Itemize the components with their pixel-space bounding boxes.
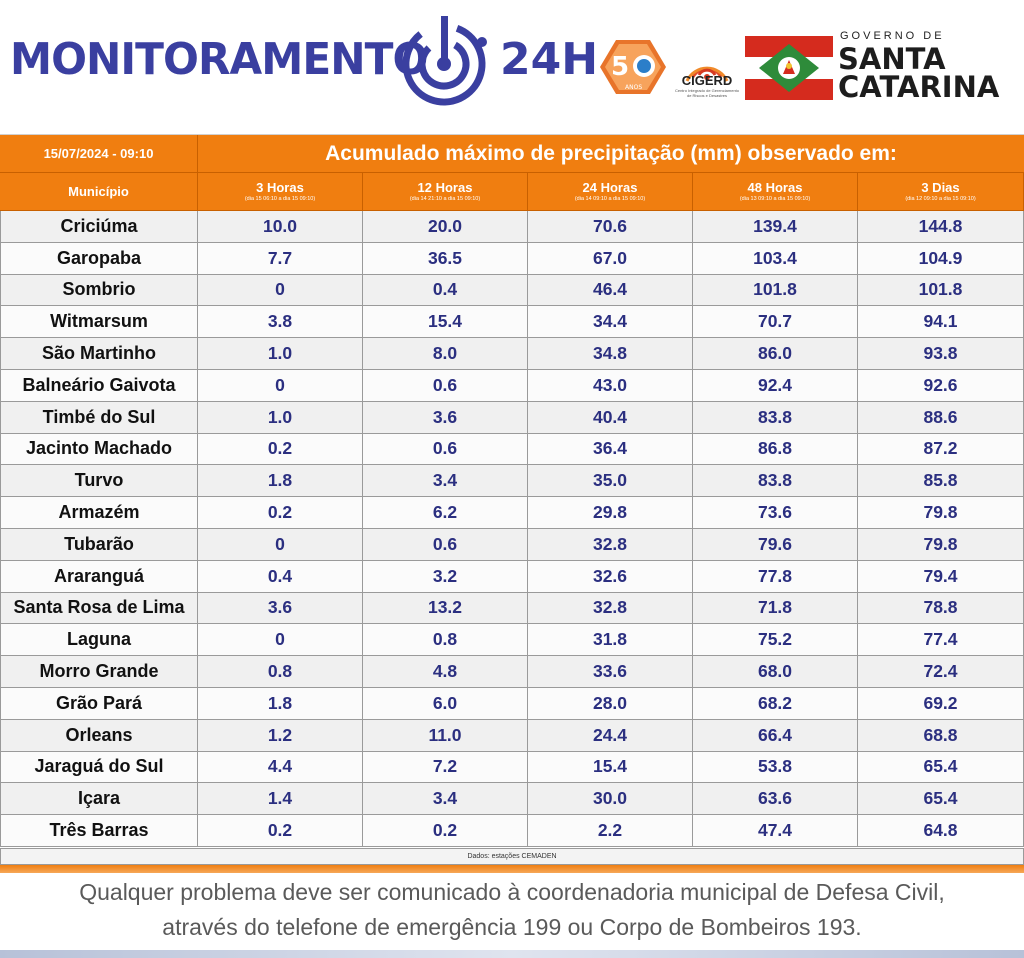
precip-value: 7.2 xyxy=(363,752,528,784)
municipality-name: Jaraguá do Sul xyxy=(0,752,198,784)
table-header-row xyxy=(0,173,1024,211)
precip-value: 65.4 xyxy=(858,783,1024,815)
precip-value: 144.8 xyxy=(858,211,1024,243)
municipality-name: Timbé do Sul xyxy=(0,402,198,434)
precip-value: 15.4 xyxy=(363,306,528,338)
table-row xyxy=(0,243,1024,275)
precip-value: 10.0 xyxy=(198,211,363,243)
precip-value: 83.8 xyxy=(693,465,858,497)
precip-value: 0.6 xyxy=(363,529,528,561)
precip-value: 47.4 xyxy=(693,815,858,847)
precip-value: 0.8 xyxy=(363,624,528,656)
precip-value: 28.0 xyxy=(528,688,693,720)
precip-value: 86.8 xyxy=(693,434,858,466)
precip-value: 75.2 xyxy=(693,624,858,656)
table-title: Acumulado máximo de precipitação (mm) observado em: xyxy=(198,135,1024,173)
precip-value: 139.4 xyxy=(693,211,858,243)
precip-value: 0.6 xyxy=(363,370,528,402)
table-row xyxy=(0,338,1024,370)
footer-notice-line2: através do telefone de emergência 199 ou Corpo de Bombeiros 193. xyxy=(162,914,862,940)
precip-value: 13.2 xyxy=(363,593,528,625)
table-row xyxy=(0,624,1024,656)
table-row xyxy=(0,783,1024,815)
gov-state-line1: SANTA xyxy=(838,42,946,76)
precip-value: 15.4 xyxy=(528,752,693,784)
precip-value: 2.2 xyxy=(528,815,693,847)
precip-value: 6.2 xyxy=(363,497,528,529)
municipality-name: Criciúma xyxy=(0,211,198,243)
precip-value: 35.0 xyxy=(528,465,693,497)
precip-value: 0.4 xyxy=(363,275,528,307)
precip-value: 3.4 xyxy=(363,783,528,815)
table-row xyxy=(0,656,1024,688)
precip-value: 103.4 xyxy=(693,243,858,275)
precip-value: 66.4 xyxy=(693,720,858,752)
table-row xyxy=(0,275,1024,307)
precip-value: 4.4 xyxy=(198,752,363,784)
municipality-name: Içara xyxy=(0,783,198,815)
column-header-24h: 24 Horas (dia 14 09:10 a dia 15 09:10) xyxy=(528,173,693,211)
santa-catarina-flag-icon xyxy=(745,36,833,100)
precip-value: 3.6 xyxy=(198,593,363,625)
precip-value: 92.4 xyxy=(693,370,858,402)
precip-value: 32.8 xyxy=(528,529,693,561)
precip-value: 73.6 xyxy=(693,497,858,529)
precip-value: 1.0 xyxy=(198,338,363,370)
brand-24h: 24H xyxy=(500,34,599,85)
municipality-name: Balneário Gaivota xyxy=(0,370,198,402)
table-row xyxy=(0,306,1024,338)
footer-bottom-bar xyxy=(0,950,1024,958)
municipality-name: Armazém xyxy=(0,497,198,529)
precip-value: 79.8 xyxy=(858,529,1024,561)
precip-value: 32.8 xyxy=(528,593,693,625)
column-header-3h: 3 Horas (dia 15 06:10 a dia 15 09:10) xyxy=(198,173,363,211)
precip-value: 33.6 xyxy=(528,656,693,688)
municipality-name: Orleans xyxy=(0,720,198,752)
precip-value: 92.6 xyxy=(858,370,1024,402)
table-title-row xyxy=(0,135,1024,173)
precip-value: 40.4 xyxy=(528,402,693,434)
precip-value: 79.4 xyxy=(858,561,1024,593)
precip-value: 86.0 xyxy=(693,338,858,370)
table-row xyxy=(0,465,1024,497)
precip-value: 3.2 xyxy=(363,561,528,593)
table-row xyxy=(0,402,1024,434)
precip-value: 32.6 xyxy=(528,561,693,593)
precip-value: 6.0 xyxy=(363,688,528,720)
brand-title: MONITORAMENTO xyxy=(10,34,428,85)
precip-value: 101.8 xyxy=(858,275,1024,307)
precip-value: 88.6 xyxy=(858,402,1024,434)
column-header-3d: 3 Dias (dia 12 09:10 a dia 15 09:10) xyxy=(858,173,1024,211)
fifty-years-logo xyxy=(600,38,666,96)
data-source: Dados: estações CEMADEN xyxy=(0,848,1024,865)
precip-value: 0 xyxy=(198,370,363,402)
precip-value: 0.8 xyxy=(198,656,363,688)
precip-value: 85.8 xyxy=(858,465,1024,497)
precip-value: 43.0 xyxy=(528,370,693,402)
table-row xyxy=(0,434,1024,466)
precip-value: 29.8 xyxy=(528,497,693,529)
precip-value: 70.6 xyxy=(528,211,693,243)
municipality-name: Araranguá xyxy=(0,561,198,593)
precip-value: 7.7 xyxy=(198,243,363,275)
precip-value: 101.8 xyxy=(693,275,858,307)
precip-value: 30.0 xyxy=(528,783,693,815)
report-datetime: 15/07/2024 - 09:10 xyxy=(0,135,198,173)
table-row xyxy=(0,752,1024,784)
precip-value: 0 xyxy=(198,624,363,656)
precip-value: 68.2 xyxy=(693,688,858,720)
precip-value: 0.2 xyxy=(198,434,363,466)
precip-value: 68.8 xyxy=(858,720,1024,752)
cigerd-label: CIGERD xyxy=(681,73,733,88)
precip-value: 3.6 xyxy=(363,402,528,434)
precip-value: 0.2 xyxy=(198,815,363,847)
precip-value: 93.8 xyxy=(858,338,1024,370)
municipality-name: Tubarão xyxy=(0,529,198,561)
precip-value: 69.2 xyxy=(858,688,1024,720)
precip-value: 34.4 xyxy=(528,306,693,338)
municipality-name: Garopaba xyxy=(0,243,198,275)
municipality-name: São Martinho xyxy=(0,338,198,370)
precip-value: 11.0 xyxy=(363,720,528,752)
precip-value: 34.8 xyxy=(528,338,693,370)
precip-value: 64.8 xyxy=(858,815,1024,847)
municipality-name: Jacinto Machado xyxy=(0,434,198,466)
table-row xyxy=(0,720,1024,752)
municipality-name: Três Barras xyxy=(0,815,198,847)
precip-value: 0 xyxy=(198,529,363,561)
precip-value: 0.2 xyxy=(198,497,363,529)
precip-value: 0.2 xyxy=(363,815,528,847)
monitoring-target-icon xyxy=(396,12,496,112)
precip-value: 72.4 xyxy=(858,656,1024,688)
municipality-name: Turvo xyxy=(0,465,198,497)
column-header-municipio: Município xyxy=(0,173,198,211)
precip-value: 70.7 xyxy=(693,306,858,338)
table-row xyxy=(0,561,1024,593)
precip-value: 4.8 xyxy=(363,656,528,688)
table-row xyxy=(0,593,1024,625)
precip-value: 104.9 xyxy=(858,243,1024,275)
municipality-name: Santa Rosa de Lima xyxy=(0,593,198,625)
precip-value: 67.0 xyxy=(528,243,693,275)
column-header-48h: 48 Horas (dia 13 09:10 a dia 15 09:10) xyxy=(693,173,858,211)
municipality-name: Grão Pará xyxy=(0,688,198,720)
precip-value: 1.8 xyxy=(198,465,363,497)
precip-value: 46.4 xyxy=(528,275,693,307)
precip-value: 77.4 xyxy=(858,624,1024,656)
cigerd-sublabel: Centro Integrado de Gerenciamento de Riscos e Desastres xyxy=(674,88,740,98)
precip-value: 3.8 xyxy=(198,306,363,338)
precip-value: 65.4 xyxy=(858,752,1024,784)
precip-value: 79.8 xyxy=(858,497,1024,529)
precip-value: 78.8 xyxy=(858,593,1024,625)
footer xyxy=(0,873,1024,958)
gov-label: GOVERNO DE xyxy=(840,30,945,42)
precip-value: 83.8 xyxy=(693,402,858,434)
svg-text:ANOS: ANOS xyxy=(625,84,643,91)
precip-value: 71.8 xyxy=(693,593,858,625)
table-row xyxy=(0,815,1024,847)
precip-value: 1.0 xyxy=(198,402,363,434)
municipality-name: Witmarsum xyxy=(0,306,198,338)
precip-value: 87.2 xyxy=(858,434,1024,466)
precip-value: 24.4 xyxy=(528,720,693,752)
municipality-name: Laguna xyxy=(0,624,198,656)
precip-value: 1.4 xyxy=(198,783,363,815)
footer-notice-line1: Qualquer problema deve ser comunicado à coordenadoria municipal de Defesa Civil, xyxy=(79,879,945,905)
table-row xyxy=(0,688,1024,720)
precip-value: 3.4 xyxy=(363,465,528,497)
table-row xyxy=(0,211,1024,243)
gov-state-line2: CATARINA xyxy=(838,70,1000,104)
municipality-name: Morro Grande xyxy=(0,656,198,688)
precip-value: 20.0 xyxy=(363,211,528,243)
precip-value: 31.8 xyxy=(528,624,693,656)
precip-value: 1.8 xyxy=(198,688,363,720)
municipality-name: Sombrio xyxy=(0,275,198,307)
svg-text:5: 5 xyxy=(611,52,630,82)
precip-value: 53.8 xyxy=(693,752,858,784)
precip-value: 79.6 xyxy=(693,529,858,561)
precip-value: 77.8 xyxy=(693,561,858,593)
precip-value: 0.4 xyxy=(198,561,363,593)
table-row xyxy=(0,529,1024,561)
precip-value: 0.6 xyxy=(363,434,528,466)
precip-value: 63.6 xyxy=(693,783,858,815)
precip-value: 68.0 xyxy=(693,656,858,688)
precip-value: 36.5 xyxy=(363,243,528,275)
precip-value: 0 xyxy=(198,275,363,307)
table-row xyxy=(0,370,1024,402)
header xyxy=(0,0,1024,135)
table-row xyxy=(0,497,1024,529)
footer-divider xyxy=(0,865,1024,873)
precip-value: 36.4 xyxy=(528,434,693,466)
precip-value: 94.1 xyxy=(858,306,1024,338)
column-header-12h: 12 Horas (dia 14 21:10 a dia 15 09:10) xyxy=(363,173,528,211)
precip-value: 8.0 xyxy=(363,338,528,370)
precip-value: 1.2 xyxy=(198,720,363,752)
